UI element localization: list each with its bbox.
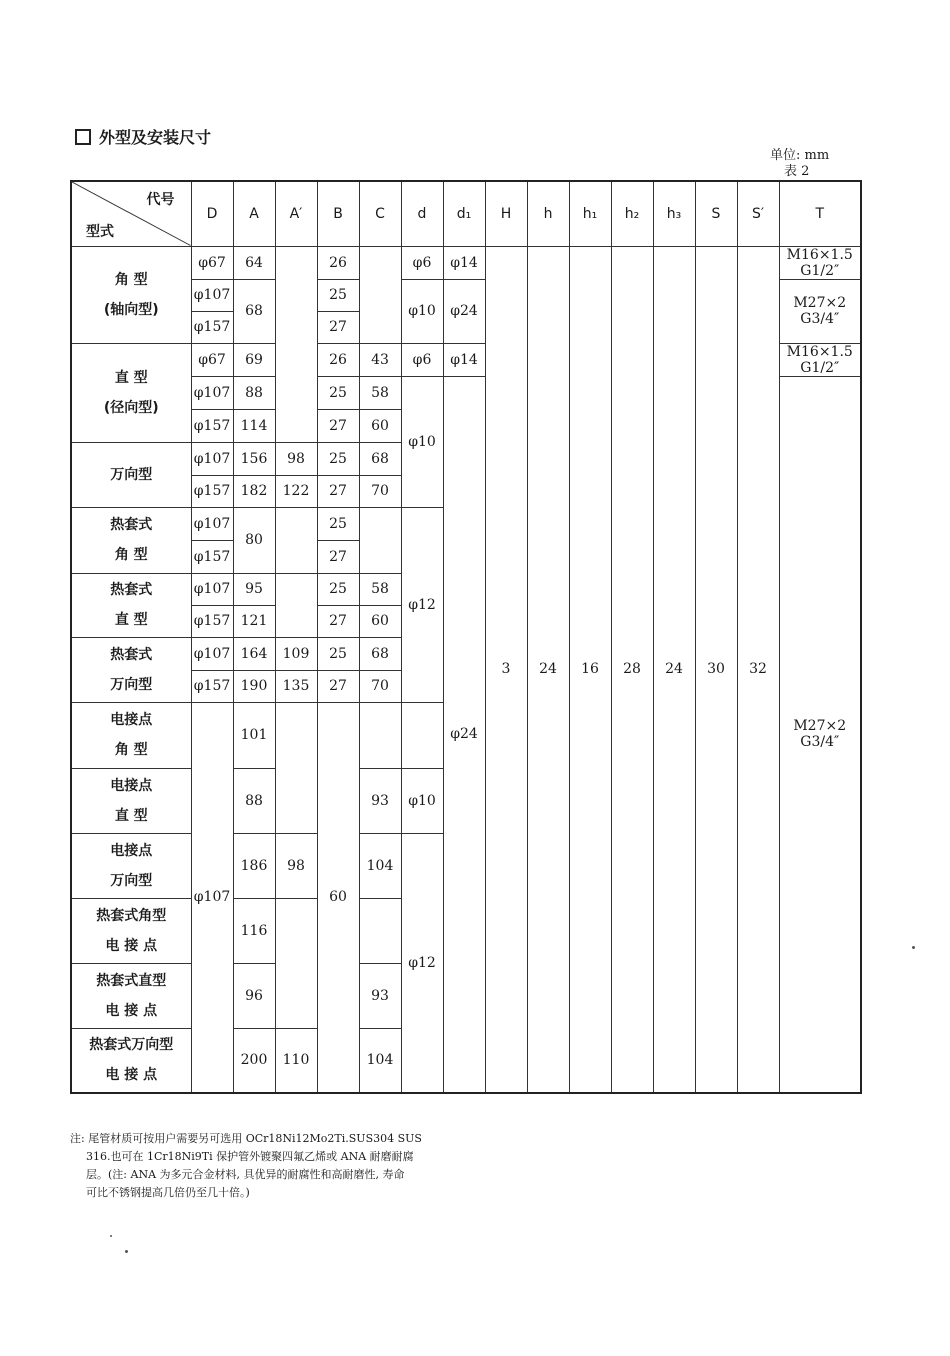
cell: φ6 [401, 343, 443, 376]
cell: 68 [233, 279, 275, 343]
cell: 88 [233, 376, 275, 409]
cell: φ6 [401, 246, 443, 279]
type-cell: 热套式万向型 电 接 点 [71, 1028, 191, 1093]
cell: 98 [275, 442, 317, 475]
cell: 69 [233, 343, 275, 376]
col-header: h₁ [569, 181, 611, 246]
cell-empty [275, 246, 317, 442]
col-header: S′ [737, 181, 779, 246]
cell: 95 [233, 573, 275, 605]
cell: φ12 [401, 833, 443, 1093]
col-header: B [317, 181, 359, 246]
cell: 110 [275, 1028, 317, 1093]
section-title-text: 外型及安装尺寸 [99, 128, 212, 147]
cell: φ157 [191, 540, 233, 573]
cell: φ107 [191, 376, 233, 409]
cell: 16 [569, 246, 611, 1093]
cell: 28 [611, 246, 653, 1093]
cell: 60 [317, 702, 359, 1093]
cell: φ10 [401, 279, 443, 343]
cell: 121 [233, 605, 275, 637]
cell: 68 [359, 637, 401, 670]
thread-cell: M16×1.5 G1/2″ [779, 246, 861, 279]
cell: φ107 [191, 279, 233, 311]
cell: 27 [317, 311, 359, 343]
cell: 43 [359, 343, 401, 376]
type-cell: 热套式角型 电 接 点 [71, 898, 191, 963]
cell: 58 [359, 376, 401, 409]
cell: φ157 [191, 311, 233, 343]
col-header: T [779, 181, 861, 246]
cell: 93 [359, 768, 401, 833]
cell: φ107 [191, 702, 233, 1093]
cell: 58 [359, 573, 401, 605]
scan-speck [912, 946, 915, 949]
cell: φ12 [401, 507, 443, 702]
cell-empty [275, 702, 317, 833]
cell: 30 [695, 246, 737, 1093]
cell: 68 [359, 442, 401, 475]
footnote [70, 1130, 450, 1202]
type-cell: 万向型 [71, 442, 191, 507]
type-cell: 直 型 (径向型) [71, 343, 191, 442]
cell: φ157 [191, 605, 233, 637]
cell: 70 [359, 670, 401, 702]
thread-cell: M16×1.5 G1/2″ [779, 343, 861, 376]
col-header: A′ [275, 181, 317, 246]
col-header: h₂ [611, 181, 653, 246]
cell: φ157 [191, 475, 233, 507]
type-cell: 电接点 直 型 [71, 768, 191, 833]
note-line: 注: 尾管材质可按用户需要另可选用 OCr18Ni12Mo2Ti.SUS304 SUS [70, 1132, 422, 1145]
type-cell: 热套式直型 电 接 点 [71, 963, 191, 1028]
unit-label [770, 148, 829, 180]
cell: 114 [233, 409, 275, 442]
thread-cell: M27×2 G3/4″ [779, 279, 861, 343]
cell: 98 [275, 833, 317, 898]
cell-empty [275, 507, 317, 573]
header-type: 型式 [86, 223, 114, 240]
header-corner [71, 181, 191, 246]
cell: φ157 [191, 409, 233, 442]
cell: 101 [233, 702, 275, 768]
cell: 64 [233, 246, 275, 279]
cell: φ67 [191, 246, 233, 279]
header-code: 代号 [146, 192, 175, 208]
scan-speck [125, 1250, 128, 1253]
cell: 24 [653, 246, 695, 1093]
checkbox-square-icon [75, 129, 91, 145]
thread-cell: M27×2 G3/4″ [779, 376, 861, 1093]
cell: 25 [317, 376, 359, 409]
note-line: 层。(注: ANA 为多元合金材料, 具优异的耐腐性和高耐磨性, 寿命 [86, 1168, 405, 1181]
cell-empty [359, 898, 401, 963]
cell: 80 [233, 507, 275, 573]
cell-empty [359, 246, 401, 343]
cell: φ107 [191, 507, 233, 540]
cell: 104 [359, 1028, 401, 1093]
type-cell: 电接点 万向型 [71, 833, 191, 898]
cell: 182 [233, 475, 275, 507]
dimension-table [70, 180, 862, 1094]
cell: 26 [317, 343, 359, 376]
type-cell: 热套式 直 型 [71, 573, 191, 637]
cell: φ107 [191, 573, 233, 605]
cell-empty [359, 507, 401, 573]
cell: 200 [233, 1028, 275, 1093]
cell: 156 [233, 442, 275, 475]
unit-text: 单位: mm [770, 148, 830, 163]
cell: 116 [233, 898, 275, 963]
col-header: H [485, 181, 527, 246]
cell: 109 [275, 637, 317, 670]
type-cell: 热套式 角 型 [71, 507, 191, 573]
cell: φ24 [443, 279, 485, 343]
type-cell: 热套式 万向型 [71, 637, 191, 702]
cell: 25 [317, 279, 359, 311]
cell-empty [275, 573, 317, 637]
cell: 25 [317, 637, 359, 670]
cell: 70 [359, 475, 401, 507]
cell-empty [401, 702, 443, 768]
col-header: d [401, 181, 443, 246]
cell: φ24 [443, 376, 485, 1093]
cell: 3 [485, 246, 527, 1093]
col-header: A [233, 181, 275, 246]
note-line: 可比不锈钢提高几倍仍至几十倍。) [86, 1186, 250, 1199]
cell: 25 [317, 573, 359, 605]
cell: φ14 [443, 246, 485, 279]
cell: 190 [233, 670, 275, 702]
col-header: D [191, 181, 233, 246]
cell: 164 [233, 637, 275, 670]
cell: φ107 [191, 442, 233, 475]
cell: 32 [737, 246, 779, 1093]
note-line: 316.也可在 1Cr18Ni9Ti 保护管外镀聚四氟乙烯或 ANA 耐磨耐腐 [86, 1150, 414, 1163]
cell: 24 [527, 246, 569, 1093]
cell: 135 [275, 670, 317, 702]
col-header: h₃ [653, 181, 695, 246]
type-cell: 角 型 (轴向型) [71, 246, 191, 343]
cell-empty [275, 898, 317, 1028]
table-number: 表 2 [784, 164, 810, 179]
cell: φ107 [191, 637, 233, 670]
cell: 93 [359, 963, 401, 1028]
cell: φ67 [191, 343, 233, 376]
cell: 96 [233, 963, 275, 1028]
col-header: h [527, 181, 569, 246]
cell: φ14 [443, 343, 485, 376]
col-header: d₁ [443, 181, 485, 246]
cell: 27 [317, 670, 359, 702]
section-title [75, 125, 211, 148]
cell: 60 [359, 409, 401, 442]
cell: φ157 [191, 670, 233, 702]
cell: 88 [233, 768, 275, 833]
cell: 104 [359, 833, 401, 898]
cell: 25 [317, 507, 359, 540]
cell: φ10 [401, 768, 443, 833]
cell-empty [359, 702, 401, 768]
scan-speck [110, 1235, 112, 1237]
col-header: C [359, 181, 401, 246]
cell: 122 [275, 475, 317, 507]
cell: 27 [317, 409, 359, 442]
cell: 186 [233, 833, 275, 898]
cell: 27 [317, 605, 359, 637]
cell: 26 [317, 246, 359, 279]
cell: 27 [317, 475, 359, 507]
type-cell: 电接点 角 型 [71, 702, 191, 768]
cell: 25 [317, 442, 359, 475]
col-header: S [695, 181, 737, 246]
cell: 60 [359, 605, 401, 637]
cell: 27 [317, 540, 359, 573]
cell: φ10 [401, 376, 443, 507]
